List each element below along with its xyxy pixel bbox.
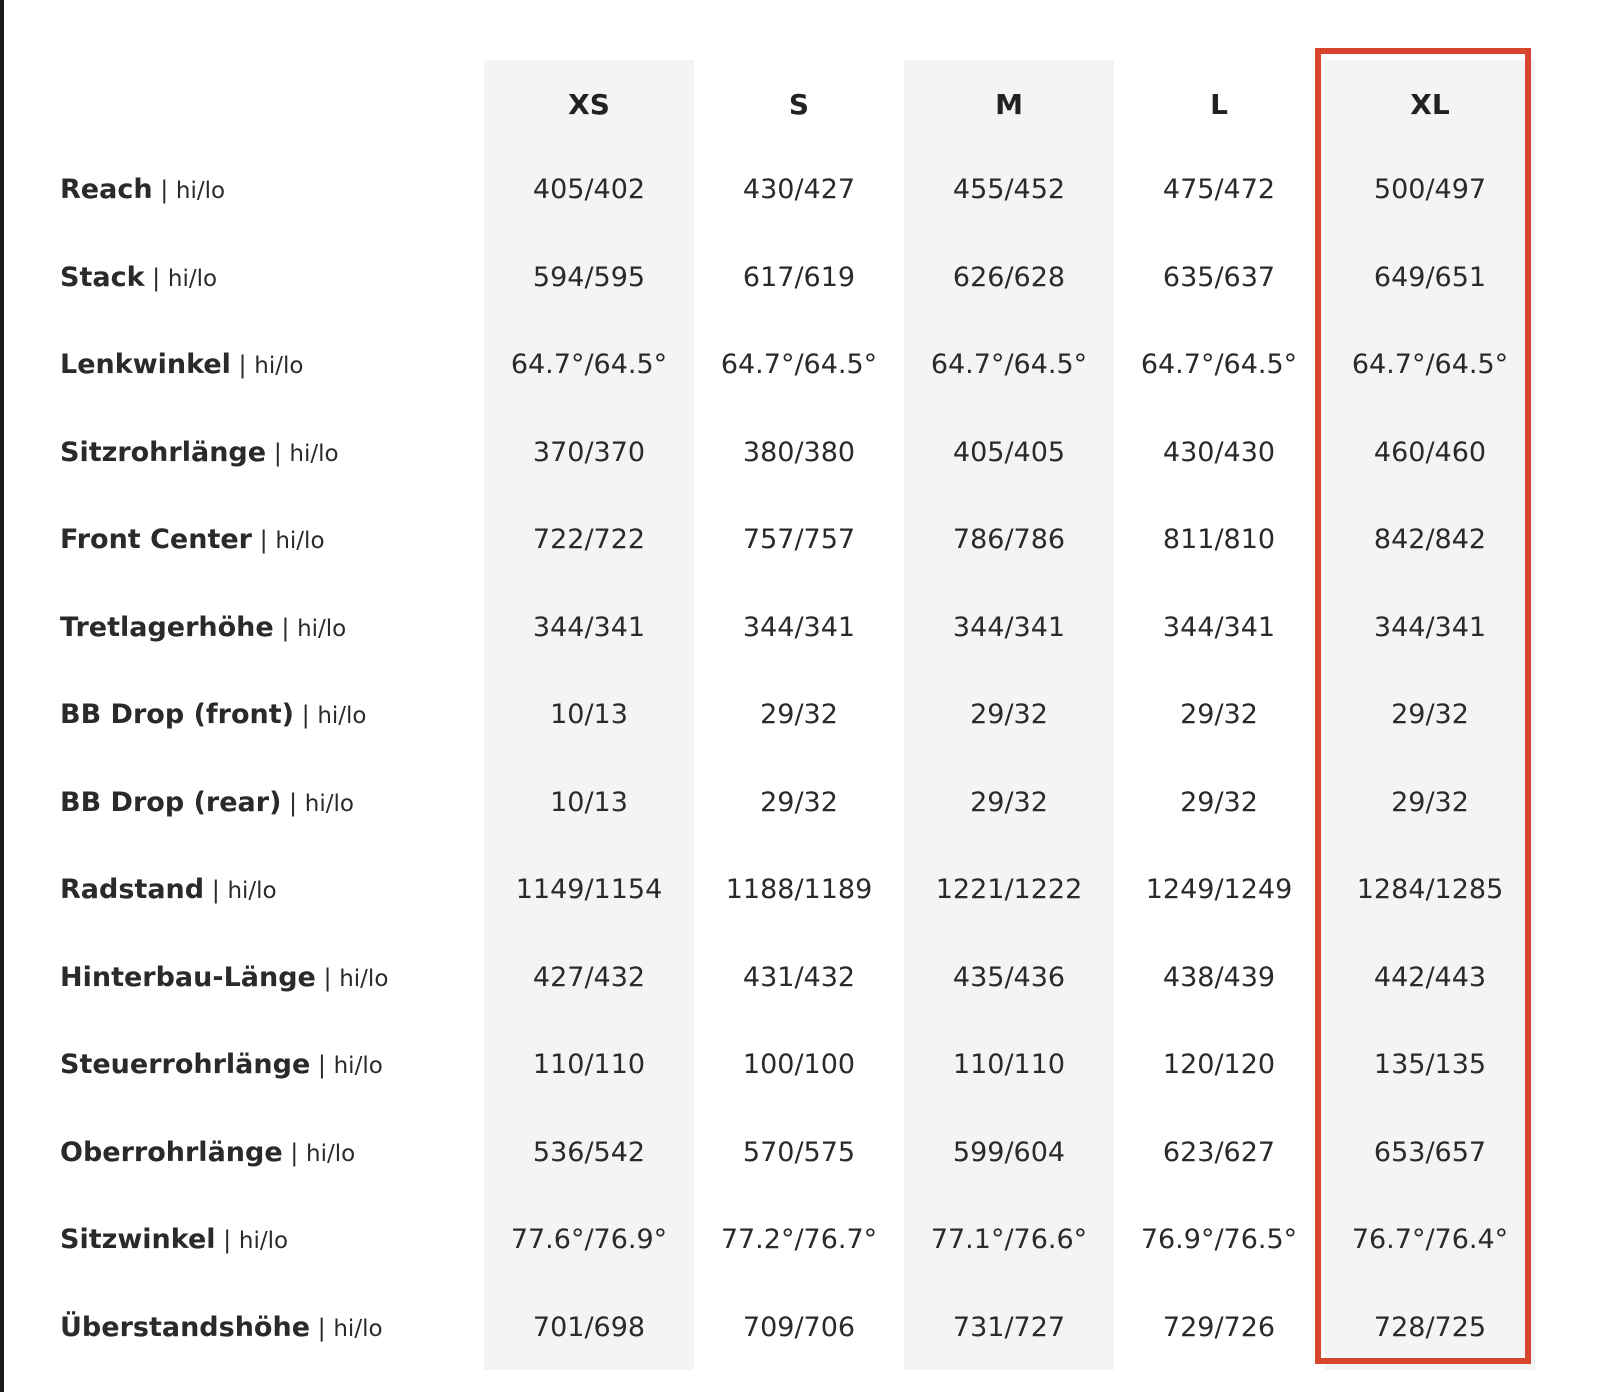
size-header-m: M bbox=[995, 88, 1023, 121]
row-label bbox=[60, 1215, 288, 1265]
size-header-xs: XS bbox=[568, 88, 610, 121]
table-cell: 460/460 bbox=[1373, 436, 1487, 468]
row-separator: | bbox=[273, 613, 298, 642]
row-name: Tretlagerhöhe bbox=[60, 611, 274, 643]
row-label bbox=[60, 1128, 355, 1178]
table-cell: 29/32 bbox=[760, 699, 838, 730]
table-cell: 344/341 bbox=[1162, 611, 1276, 643]
row-name: Steuerrohrlänge bbox=[60, 1049, 311, 1080]
row-separator: | bbox=[152, 176, 176, 204]
row-unit: hi/lo bbox=[238, 1228, 289, 1254]
table-cell: 1149/1154 bbox=[515, 874, 663, 905]
table-cell: 430/427 bbox=[742, 174, 856, 205]
row-separator: | bbox=[230, 351, 255, 379]
row-separator: | bbox=[310, 1313, 334, 1342]
table-cell: 475/472 bbox=[1162, 174, 1276, 205]
table-cell: 110/110 bbox=[952, 1049, 1066, 1080]
row-separator: | bbox=[281, 788, 305, 817]
table-cell: 594/595 bbox=[532, 261, 646, 293]
table-cell: 1221/1222 bbox=[935, 874, 1083, 905]
table-cell: 110/110 bbox=[532, 1049, 646, 1080]
table-cell: 29/32 bbox=[1391, 786, 1469, 818]
table-cell: 757/757 bbox=[742, 524, 856, 555]
row-unit: hi/lo bbox=[167, 265, 218, 292]
table-cell: 344/341 bbox=[952, 611, 1066, 643]
row-unit: hi/lo bbox=[317, 703, 367, 729]
row-separator: | bbox=[215, 1226, 239, 1254]
row-name: Lenkwinkel bbox=[60, 349, 231, 380]
row-label bbox=[60, 515, 325, 565]
table-cell: 536/542 bbox=[532, 1136, 646, 1168]
table-cell: 29/32 bbox=[970, 699, 1048, 730]
row-unit: hi/lo bbox=[304, 790, 354, 817]
table-cell: 380/380 bbox=[742, 436, 856, 468]
table-cell: 29/32 bbox=[1180, 699, 1258, 730]
table-cell: 728/725 bbox=[1373, 1311, 1487, 1343]
table-cell: 455/452 bbox=[952, 174, 1066, 205]
row-label bbox=[60, 1303, 383, 1353]
table-cell: 431/432 bbox=[742, 961, 856, 993]
row-label bbox=[60, 1040, 383, 1090]
row-name: Reach bbox=[60, 174, 153, 205]
row-name: Stack bbox=[60, 261, 145, 293]
row-unit: hi/lo bbox=[275, 528, 325, 554]
row-unit: hi/lo bbox=[306, 1140, 356, 1167]
row-name: Überstandshöhe bbox=[60, 1311, 311, 1343]
row-name: Radstand bbox=[60, 874, 205, 905]
row-unit: hi/lo bbox=[333, 1053, 383, 1079]
row-name: Sitzrohrlänge bbox=[60, 436, 267, 468]
table-cell: 77.1°/76.6° bbox=[930, 1224, 1088, 1255]
table-cell: 442/443 bbox=[1373, 961, 1487, 993]
table-cell: 786/786 bbox=[952, 524, 1066, 555]
table-cell: 570/575 bbox=[742, 1136, 856, 1168]
row-separator: | bbox=[266, 438, 290, 467]
table-cell: 617/619 bbox=[742, 261, 856, 293]
table-cell: 344/341 bbox=[532, 611, 646, 643]
table-cell: 722/722 bbox=[532, 524, 646, 555]
table-cell: 842/842 bbox=[1373, 524, 1487, 555]
row-label bbox=[60, 253, 217, 303]
table-cell: 120/120 bbox=[1162, 1049, 1276, 1080]
table-cell: 653/657 bbox=[1373, 1136, 1487, 1168]
table-cell: 10/13 bbox=[550, 786, 628, 818]
row-name: Oberrohrlänge bbox=[60, 1136, 283, 1168]
table-cell: 64.7°/64.5° bbox=[1351, 349, 1509, 380]
row-separator: | bbox=[310, 1051, 334, 1079]
row-label bbox=[60, 865, 277, 915]
table-cell: 64.7°/64.5° bbox=[510, 349, 668, 380]
size-header-s: S bbox=[788, 88, 810, 121]
table-cell: 77.2°/76.7° bbox=[720, 1224, 878, 1255]
row-name: BB Drop (rear) bbox=[60, 786, 282, 818]
size-header-l: L bbox=[1210, 88, 1228, 121]
table-cell: 649/651 bbox=[1373, 261, 1487, 293]
row-unit: hi/lo bbox=[333, 1315, 383, 1342]
table-cell: 64.7°/64.5° bbox=[1140, 349, 1298, 380]
table-cell: 29/32 bbox=[1391, 699, 1469, 730]
table-cell: 1284/1285 bbox=[1356, 874, 1504, 905]
row-name: Front Center bbox=[60, 524, 252, 555]
table-cell: 29/32 bbox=[1180, 786, 1258, 818]
row-unit: hi/lo bbox=[289, 440, 339, 467]
row-name: Hinterbau-Länge bbox=[60, 961, 316, 993]
table-cell: 709/706 bbox=[742, 1311, 856, 1343]
row-label bbox=[60, 428, 339, 478]
row-separator: | bbox=[282, 1138, 306, 1167]
row-unit: hi/lo bbox=[175, 178, 226, 204]
table-cell: 76.7°/76.4° bbox=[1351, 1224, 1509, 1255]
table-cell: 76.9°/76.5° bbox=[1140, 1224, 1298, 1255]
row-unit: hi/lo bbox=[227, 878, 277, 904]
row-label bbox=[60, 778, 354, 828]
table-cell: 1249/1249 bbox=[1145, 874, 1293, 905]
table-cell: 100/100 bbox=[742, 1049, 856, 1080]
row-name: BB Drop (front) bbox=[60, 699, 294, 730]
row-label bbox=[60, 690, 367, 740]
row-separator: | bbox=[315, 963, 340, 992]
left-border bbox=[0, 0, 4, 1392]
row-unit: hi/lo bbox=[297, 615, 347, 642]
table-cell: 438/439 bbox=[1162, 961, 1276, 993]
table-cell: 135/135 bbox=[1373, 1049, 1487, 1080]
row-name: Sitzwinkel bbox=[60, 1224, 216, 1255]
row-label bbox=[60, 165, 225, 215]
table-cell: 729/726 bbox=[1162, 1311, 1276, 1343]
row-separator: | bbox=[252, 526, 276, 554]
table-cell: 599/604 bbox=[952, 1136, 1066, 1168]
highlight-frame-xl bbox=[1315, 48, 1531, 1364]
table-cell: 623/627 bbox=[1162, 1136, 1276, 1168]
table-cell: 626/628 bbox=[952, 261, 1066, 293]
row-label bbox=[60, 953, 388, 1003]
table-cell: 427/432 bbox=[532, 961, 646, 993]
table-cell: 405/402 bbox=[532, 174, 646, 205]
table-cell: 29/32 bbox=[760, 786, 838, 818]
table-cell: 77.6°/76.9° bbox=[510, 1224, 668, 1255]
table-cell: 435/436 bbox=[952, 961, 1066, 993]
table-cell: 344/341 bbox=[1373, 611, 1487, 643]
table-cell: 64.7°/64.5° bbox=[720, 349, 878, 380]
row-separator: | bbox=[204, 876, 228, 904]
table-cell: 500/497 bbox=[1373, 174, 1487, 205]
table-cell: 731/727 bbox=[952, 1311, 1066, 1343]
table-cell: 344/341 bbox=[742, 611, 856, 643]
table-cell: 405/405 bbox=[952, 436, 1066, 468]
row-label bbox=[60, 603, 346, 653]
row-unit: hi/lo bbox=[339, 965, 389, 992]
table-cell: 430/430 bbox=[1162, 436, 1276, 468]
table-cell: 1188/1189 bbox=[725, 874, 873, 905]
table-cell: 370/370 bbox=[532, 436, 646, 468]
table-cell: 701/698 bbox=[532, 1311, 646, 1343]
table-cell: 811/810 bbox=[1162, 524, 1276, 555]
row-unit: hi/lo bbox=[254, 353, 304, 379]
table-cell: 64.7°/64.5° bbox=[930, 349, 1088, 380]
table-cell: 635/637 bbox=[1162, 261, 1276, 293]
table-cell: 29/32 bbox=[970, 786, 1048, 818]
size-header-xl: XL bbox=[1410, 88, 1450, 121]
row-separator: | bbox=[144, 263, 168, 292]
row-label bbox=[60, 340, 303, 390]
row-separator: | bbox=[293, 701, 318, 729]
table-cell: 10/13 bbox=[550, 699, 628, 730]
